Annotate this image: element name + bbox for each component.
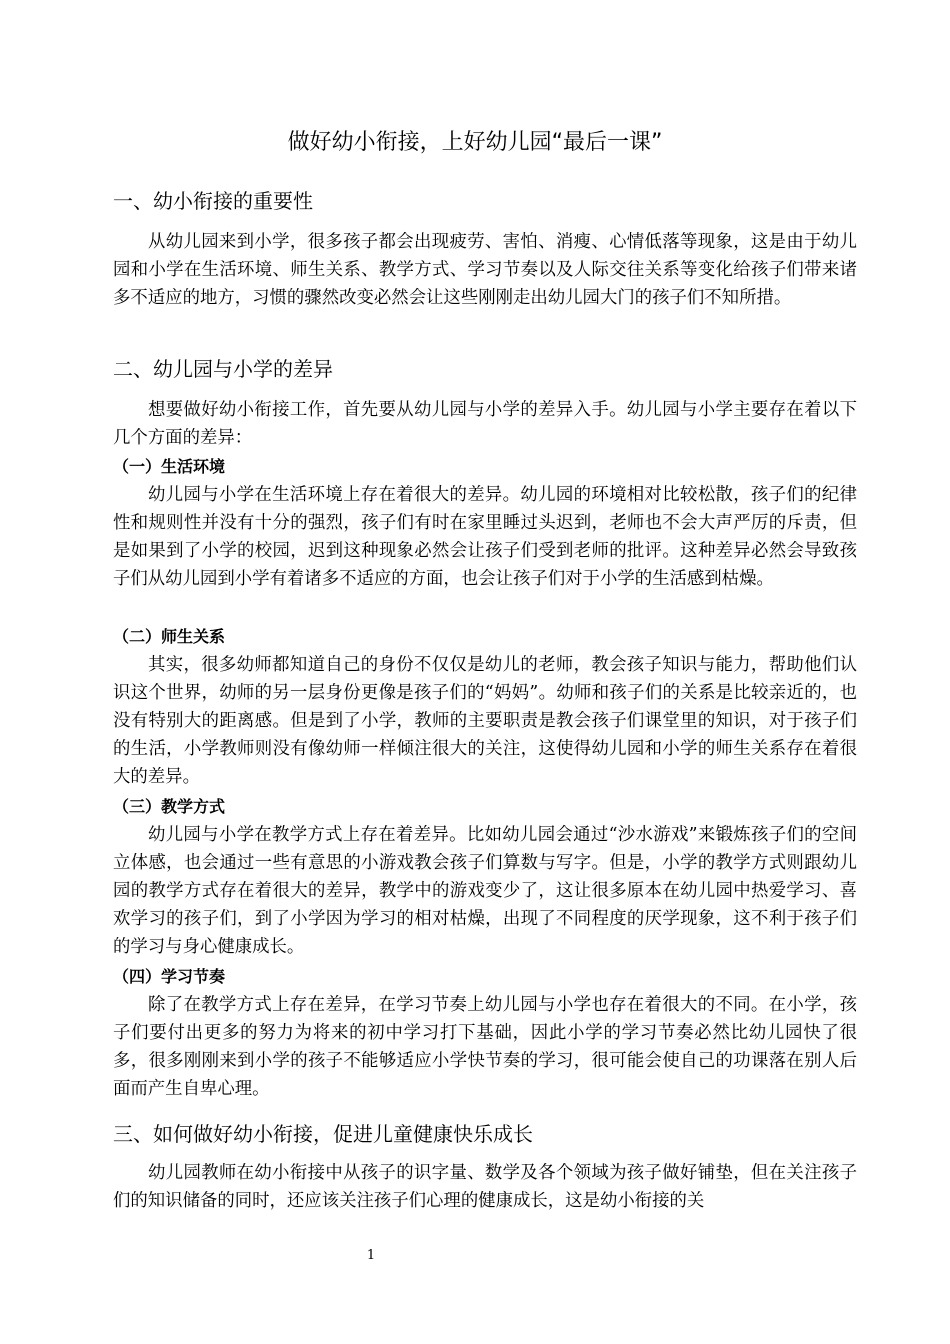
section-heading-3: 三、如何做好幼小衔接，促进儿童健康快乐成长 (113, 1122, 533, 1146)
section-3-paragraph: 幼儿园教师在幼小衔接中从孩子的识字量、数学及各个领域为孩子做好铺垫，但在关注孩子们的知识储备的同时，还应该关注孩子们心理的健康成长，这是幼小衔接的关 (113, 1163, 857, 1211)
section-heading-2: 二、幼儿园与小学的差异 (113, 357, 333, 381)
document-title: 做好幼小衔接，上好幼儿园“最后一课” (287, 130, 663, 155)
subsection-2-paragraph: 其实，很多幼师都知道自己的身份不仅仅是幼儿的老师，教会孩子知识与能力，帮助他们认识这个世界，幼师的另一层身份更像是孩子们的“妈妈”。幼师和孩子们的关系是比较亲近的，也没有特别大的距离感。但是到了小学，教师的主要职责是教会孩子们课堂里的知识，对于孩子们的生活，小学教师则没有像幼师一样倾注很大的关注，这使得幼儿园和小学的师生关系存在着很大的差异。 (113, 655, 857, 787)
page-number: 1 (366, 1248, 376, 1263)
subsection-1-paragraph: 幼儿园与小学在生活环境上存在着很大的差异。幼儿园的环境相对比较松散，孩子们的纪律性和规则性并没有十分的强烈，孩子们有时在家里睡过头迟到，老师也不会大声严厉的斥责，但是如果到了小学的校园，迟到这种现象必然会让孩子们受到老师的批评。这种差异必然会导致孩子们从幼儿园到小学有着诸多不适应的方面，也会让孩子们对于小学的生活感到枯燥。 (113, 485, 857, 589)
section-1-paragraph: 从幼儿园来到小学，很多孩子都会出现疲劳、害怕、消瘦、心情低落等现象，这是由于幼儿园和小学在生活环境、师生关系、教学方式、学习节奏以及人际交往关系等变化给孩子们带来诸多不适应的地方，习惯的骤然改变必然会让这些刚刚走出幼儿园大门的孩子们不知所措。 (113, 232, 857, 308)
subsection-heading-2: （二）师生关系 (113, 627, 226, 646)
subsection-heading-1: （一）生活环境 (113, 457, 226, 476)
subsection-heading-4: （四）学习节奏 (113, 967, 226, 986)
subsection-heading-3: （三）教学方式 (113, 797, 226, 816)
section-heading-1: 一、幼小衔接的重要性 (113, 189, 313, 213)
section-2-intro-paragraph: 想要做好幼小衔接工作，首先要从幼儿园与小学的差异入手。幼儿园与小学主要存在着以下几个方面的差异： (113, 400, 857, 448)
subsection-4-paragraph: 除了在教学方式上存在差异，在学习节奏上幼儿园与小学也存在着很大的不同。在小学，孩子们要付出更多的努力为将来的初中学习打下基础，因此小学的学习节奏必然比幼儿园快了很多，很多刚刚来到小学的孩子不能够适应小学快节奏的学习，很可能会使自己的功课落在别人后面而产生自卑心理。 (113, 995, 857, 1099)
subsection-3-paragraph: 幼儿园与小学在教学方式上存在着差异。比如幼儿园会通过“沙水游戏”来锻炼孩子们的空间立体感，也会通过一些有意思的小游戏教会孩子们算数与写字。但是，小学的教学方式则跟幼儿园的教学方式存在着很大的差异，教学中的游戏变少了，这让很多原本在幼儿园中热爱学习、喜欢学习的孩子们，到了小学因为学习的相对枯燥，出现了不同程度的厌学现象，这不利于孩子们的学习与身心健康成长。 (113, 825, 857, 957)
